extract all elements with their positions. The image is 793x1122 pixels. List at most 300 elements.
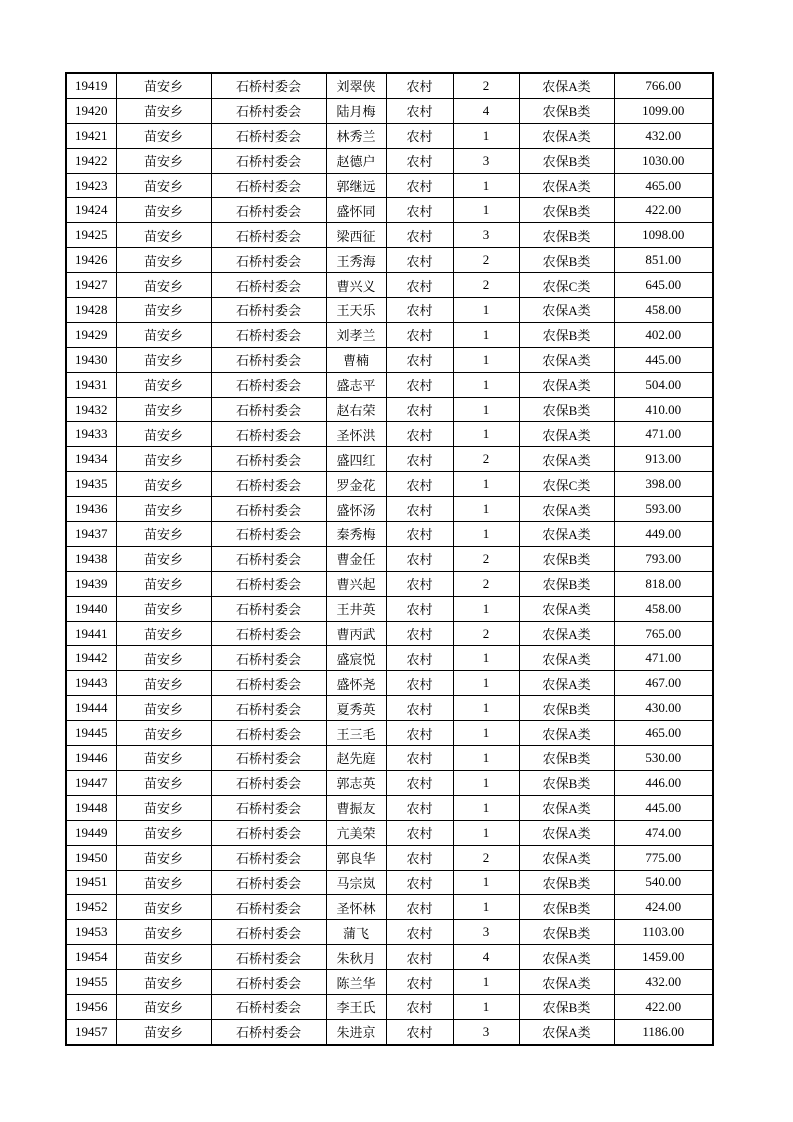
cell-amount: 424.00 bbox=[614, 895, 713, 920]
cell-serial-number: 19431 bbox=[66, 372, 116, 397]
cell-person-count: 1 bbox=[453, 671, 519, 696]
cell-village-committee: 石桥村委会 bbox=[211, 522, 326, 547]
cell-serial-number: 19437 bbox=[66, 522, 116, 547]
cell-person-name: 刘翠侠 bbox=[326, 73, 386, 98]
cell-person-count: 3 bbox=[453, 148, 519, 173]
cell-insurance-category: 农保B类 bbox=[519, 397, 614, 422]
cell-serial-number: 19434 bbox=[66, 447, 116, 472]
cell-residence-type: 农村 bbox=[386, 895, 453, 920]
cell-serial-number: 19440 bbox=[66, 596, 116, 621]
cell-residence-type: 农村 bbox=[386, 795, 453, 820]
cell-township: 苗安乡 bbox=[116, 895, 211, 920]
cell-residence-type: 农村 bbox=[386, 746, 453, 771]
cell-person-count: 4 bbox=[453, 945, 519, 970]
cell-village-committee: 石桥村委会 bbox=[211, 322, 326, 347]
cell-amount: 465.00 bbox=[614, 173, 713, 198]
cell-insurance-category: 农保A类 bbox=[519, 646, 614, 671]
cell-person-name: 王井英 bbox=[326, 596, 386, 621]
cell-village-committee: 石桥村委会 bbox=[211, 497, 326, 522]
cell-person-name: 盛志平 bbox=[326, 372, 386, 397]
cell-serial-number: 19441 bbox=[66, 621, 116, 646]
cell-amount: 458.00 bbox=[614, 596, 713, 621]
cell-person-count: 1 bbox=[453, 472, 519, 497]
cell-serial-number: 19436 bbox=[66, 497, 116, 522]
cell-village-committee: 石桥村委会 bbox=[211, 123, 326, 148]
cell-village-committee: 石桥村委会 bbox=[211, 372, 326, 397]
table-row bbox=[66, 920, 713, 945]
cell-person-name: 曹兴义 bbox=[326, 273, 386, 298]
table-row bbox=[66, 646, 713, 671]
table-row bbox=[66, 746, 713, 771]
cell-serial-number: 19454 bbox=[66, 945, 116, 970]
cell-amount: 398.00 bbox=[614, 472, 713, 497]
cell-township: 苗安乡 bbox=[116, 671, 211, 696]
table-sheet bbox=[65, 72, 714, 1046]
table-row bbox=[66, 696, 713, 721]
cell-residence-type: 农村 bbox=[386, 447, 453, 472]
cell-serial-number: 19427 bbox=[66, 273, 116, 298]
cell-village-committee: 石桥村委会 bbox=[211, 746, 326, 771]
cell-amount: 422.00 bbox=[614, 994, 713, 1019]
table-row bbox=[66, 546, 713, 571]
cell-amount: 471.00 bbox=[614, 422, 713, 447]
cell-serial-number: 19429 bbox=[66, 322, 116, 347]
cell-person-name: 陆月梅 bbox=[326, 98, 386, 123]
cell-township: 苗安乡 bbox=[116, 696, 211, 721]
cell-residence-type: 农村 bbox=[386, 920, 453, 945]
cell-amount: 540.00 bbox=[614, 870, 713, 895]
cell-person-count: 2 bbox=[453, 621, 519, 646]
cell-village-committee: 石桥村委会 bbox=[211, 770, 326, 795]
cell-residence-type: 农村 bbox=[386, 970, 453, 995]
cell-person-name: 王秀海 bbox=[326, 248, 386, 273]
cell-township: 苗安乡 bbox=[116, 546, 211, 571]
cell-township: 苗安乡 bbox=[116, 447, 211, 472]
table-row bbox=[66, 721, 713, 746]
cell-village-committee: 石桥村委会 bbox=[211, 422, 326, 447]
cell-village-committee: 石桥村委会 bbox=[211, 970, 326, 995]
cell-person-count: 1 bbox=[453, 397, 519, 422]
cell-serial-number: 19433 bbox=[66, 422, 116, 447]
cell-person-count: 1 bbox=[453, 994, 519, 1019]
cell-serial-number: 19449 bbox=[66, 820, 116, 845]
cell-amount: 913.00 bbox=[614, 447, 713, 472]
cell-amount: 530.00 bbox=[614, 746, 713, 771]
cell-serial-number: 19439 bbox=[66, 571, 116, 596]
cell-amount: 593.00 bbox=[614, 497, 713, 522]
cell-person-name: 林秀兰 bbox=[326, 123, 386, 148]
cell-village-committee: 石桥村委会 bbox=[211, 73, 326, 98]
cell-amount: 445.00 bbox=[614, 795, 713, 820]
cell-residence-type: 农村 bbox=[386, 870, 453, 895]
cell-person-count: 1 bbox=[453, 770, 519, 795]
cell-residence-type: 农村 bbox=[386, 422, 453, 447]
cell-township: 苗安乡 bbox=[116, 621, 211, 646]
cell-person-count: 1 bbox=[453, 820, 519, 845]
cell-amount: 1098.00 bbox=[614, 223, 713, 248]
cell-village-committee: 石桥村委会 bbox=[211, 148, 326, 173]
table-row bbox=[66, 795, 713, 820]
cell-township: 苗安乡 bbox=[116, 173, 211, 198]
table-row bbox=[66, 173, 713, 198]
cell-insurance-category: 农保A类 bbox=[519, 522, 614, 547]
cell-village-committee: 石桥村委会 bbox=[211, 870, 326, 895]
cell-residence-type: 农村 bbox=[386, 372, 453, 397]
cell-amount: 765.00 bbox=[614, 621, 713, 646]
table-row bbox=[66, 845, 713, 870]
cell-serial-number: 19443 bbox=[66, 671, 116, 696]
cell-person-count: 1 bbox=[453, 870, 519, 895]
cell-residence-type: 农村 bbox=[386, 148, 453, 173]
table-row bbox=[66, 298, 713, 323]
cell-serial-number: 19423 bbox=[66, 173, 116, 198]
cell-residence-type: 农村 bbox=[386, 223, 453, 248]
cell-amount: 1099.00 bbox=[614, 98, 713, 123]
table-row bbox=[66, 596, 713, 621]
cell-insurance-category: 农保A类 bbox=[519, 795, 614, 820]
cell-village-committee: 石桥村委会 bbox=[211, 1019, 326, 1044]
cell-township: 苗安乡 bbox=[116, 248, 211, 273]
cell-amount: 775.00 bbox=[614, 845, 713, 870]
cell-village-committee: 石桥村委会 bbox=[211, 596, 326, 621]
cell-person-name: 梁西征 bbox=[326, 223, 386, 248]
cell-township: 苗安乡 bbox=[116, 870, 211, 895]
cell-township: 苗安乡 bbox=[116, 148, 211, 173]
cell-amount: 458.00 bbox=[614, 298, 713, 323]
cell-village-committee: 石桥村委会 bbox=[211, 646, 326, 671]
cell-serial-number: 19457 bbox=[66, 1019, 116, 1044]
cell-township: 苗安乡 bbox=[116, 970, 211, 995]
table-row bbox=[66, 223, 713, 248]
cell-amount: 467.00 bbox=[614, 671, 713, 696]
cell-person-count: 1 bbox=[453, 596, 519, 621]
table-row bbox=[66, 621, 713, 646]
cell-amount: 504.00 bbox=[614, 372, 713, 397]
cell-township: 苗安乡 bbox=[116, 422, 211, 447]
cell-township: 苗安乡 bbox=[116, 820, 211, 845]
cell-residence-type: 农村 bbox=[386, 721, 453, 746]
cell-insurance-category: 农保B类 bbox=[519, 198, 614, 223]
cell-insurance-category: 农保B类 bbox=[519, 571, 614, 596]
cell-township: 苗安乡 bbox=[116, 1019, 211, 1044]
cell-amount: 410.00 bbox=[614, 397, 713, 422]
cell-person-name: 朱进京 bbox=[326, 1019, 386, 1044]
cell-amount: 445.00 bbox=[614, 347, 713, 372]
cell-amount: 1030.00 bbox=[614, 148, 713, 173]
cell-amount: 1186.00 bbox=[614, 1019, 713, 1044]
cell-serial-number: 19446 bbox=[66, 746, 116, 771]
cell-person-count: 1 bbox=[453, 795, 519, 820]
cell-village-committee: 石桥村委会 bbox=[211, 298, 326, 323]
cell-person-name: 盛四红 bbox=[326, 447, 386, 472]
cell-township: 苗安乡 bbox=[116, 298, 211, 323]
cell-township: 苗安乡 bbox=[116, 372, 211, 397]
cell-person-name: 蒲飞 bbox=[326, 920, 386, 945]
cell-insurance-category: 农保A类 bbox=[519, 820, 614, 845]
cell-residence-type: 农村 bbox=[386, 571, 453, 596]
cell-person-name: 曹金任 bbox=[326, 546, 386, 571]
cell-village-committee: 石桥村委会 bbox=[211, 472, 326, 497]
cell-amount: 402.00 bbox=[614, 322, 713, 347]
cell-person-count: 1 bbox=[453, 322, 519, 347]
cell-village-committee: 石桥村委会 bbox=[211, 845, 326, 870]
cell-amount: 793.00 bbox=[614, 546, 713, 571]
table-row bbox=[66, 273, 713, 298]
cell-person-count: 1 bbox=[453, 970, 519, 995]
cell-township: 苗安乡 bbox=[116, 98, 211, 123]
cell-insurance-category: 农保A类 bbox=[519, 497, 614, 522]
cell-person-count: 2 bbox=[453, 447, 519, 472]
table-row bbox=[66, 945, 713, 970]
cell-person-name: 盛怀汤 bbox=[326, 497, 386, 522]
cell-residence-type: 农村 bbox=[386, 397, 453, 422]
cell-residence-type: 农村 bbox=[386, 522, 453, 547]
cell-residence-type: 农村 bbox=[386, 298, 453, 323]
cell-amount: 1459.00 bbox=[614, 945, 713, 970]
cell-residence-type: 农村 bbox=[386, 248, 453, 273]
cell-township: 苗安乡 bbox=[116, 198, 211, 223]
cell-person-count: 1 bbox=[453, 746, 519, 771]
cell-insurance-category: 农保A类 bbox=[519, 123, 614, 148]
table-row bbox=[66, 447, 713, 472]
cell-insurance-category: 农保B类 bbox=[519, 696, 614, 721]
cell-serial-number: 19419 bbox=[66, 73, 116, 98]
cell-person-count: 2 bbox=[453, 571, 519, 596]
cell-residence-type: 农村 bbox=[386, 696, 453, 721]
cell-township: 苗安乡 bbox=[116, 845, 211, 870]
cell-person-count: 1 bbox=[453, 173, 519, 198]
cell-serial-number: 19420 bbox=[66, 98, 116, 123]
cell-serial-number: 19447 bbox=[66, 770, 116, 795]
cell-person-count: 1 bbox=[453, 298, 519, 323]
cell-person-name: 王三毛 bbox=[326, 721, 386, 746]
cell-person-name: 王天乐 bbox=[326, 298, 386, 323]
cell-village-committee: 石桥村委会 bbox=[211, 397, 326, 422]
cell-village-committee: 石桥村委会 bbox=[211, 546, 326, 571]
cell-person-name: 盛怀尧 bbox=[326, 671, 386, 696]
cell-village-committee: 石桥村委会 bbox=[211, 248, 326, 273]
cell-township: 苗安乡 bbox=[116, 223, 211, 248]
cell-village-committee: 石桥村委会 bbox=[211, 721, 326, 746]
table-row bbox=[66, 472, 713, 497]
cell-township: 苗安乡 bbox=[116, 920, 211, 945]
cell-insurance-category: 农保A类 bbox=[519, 596, 614, 621]
table-row bbox=[66, 870, 713, 895]
cell-township: 苗安乡 bbox=[116, 596, 211, 621]
table-row bbox=[66, 994, 713, 1019]
cell-person-count: 1 bbox=[453, 497, 519, 522]
cell-insurance-category: 农保A类 bbox=[519, 173, 614, 198]
cell-township: 苗安乡 bbox=[116, 397, 211, 422]
cell-insurance-category: 农保B类 bbox=[519, 546, 614, 571]
cell-serial-number: 19435 bbox=[66, 472, 116, 497]
cell-village-committee: 石桥村委会 bbox=[211, 945, 326, 970]
table-row bbox=[66, 671, 713, 696]
cell-insurance-category: 农保B类 bbox=[519, 322, 614, 347]
cell-person-name: 盛宸悦 bbox=[326, 646, 386, 671]
cell-insurance-category: 农保B类 bbox=[519, 920, 614, 945]
table-row bbox=[66, 98, 713, 123]
cell-person-count: 4 bbox=[453, 98, 519, 123]
table-body bbox=[66, 73, 713, 1045]
cell-serial-number: 19453 bbox=[66, 920, 116, 945]
cell-serial-number: 19442 bbox=[66, 646, 116, 671]
cell-residence-type: 农村 bbox=[386, 770, 453, 795]
cell-township: 苗安乡 bbox=[116, 721, 211, 746]
table-row bbox=[66, 248, 713, 273]
cell-person-count: 2 bbox=[453, 73, 519, 98]
cell-person-name: 赵德户 bbox=[326, 148, 386, 173]
cell-person-name: 赵右荣 bbox=[326, 397, 386, 422]
cell-residence-type: 农村 bbox=[386, 198, 453, 223]
cell-residence-type: 农村 bbox=[386, 671, 453, 696]
cell-amount: 645.00 bbox=[614, 273, 713, 298]
cell-insurance-category: 农保A类 bbox=[519, 970, 614, 995]
cell-village-committee: 石桥村委会 bbox=[211, 347, 326, 372]
cell-person-count: 2 bbox=[453, 273, 519, 298]
cell-residence-type: 农村 bbox=[386, 123, 453, 148]
cell-residence-type: 农村 bbox=[386, 945, 453, 970]
cell-township: 苗安乡 bbox=[116, 571, 211, 596]
cell-residence-type: 农村 bbox=[386, 1019, 453, 1044]
cell-insurance-category: 农保A类 bbox=[519, 845, 614, 870]
cell-amount: 851.00 bbox=[614, 248, 713, 273]
cell-person-name: 曹振友 bbox=[326, 795, 386, 820]
cell-person-count: 2 bbox=[453, 546, 519, 571]
cell-village-committee: 石桥村委会 bbox=[211, 696, 326, 721]
cell-insurance-category: 农保C类 bbox=[519, 472, 614, 497]
cell-person-count: 1 bbox=[453, 123, 519, 148]
cell-insurance-category: 农保B类 bbox=[519, 98, 614, 123]
cell-township: 苗安乡 bbox=[116, 472, 211, 497]
cell-person-name: 夏秀英 bbox=[326, 696, 386, 721]
table-row bbox=[66, 198, 713, 223]
cell-residence-type: 农村 bbox=[386, 173, 453, 198]
cell-residence-type: 农村 bbox=[386, 73, 453, 98]
cell-township: 苗安乡 bbox=[116, 795, 211, 820]
cell-village-committee: 石桥村委会 bbox=[211, 447, 326, 472]
cell-person-count: 1 bbox=[453, 895, 519, 920]
cell-residence-type: 农村 bbox=[386, 994, 453, 1019]
table-row bbox=[66, 148, 713, 173]
cell-serial-number: 19422 bbox=[66, 148, 116, 173]
table-row bbox=[66, 397, 713, 422]
cell-person-count: 1 bbox=[453, 422, 519, 447]
cell-serial-number: 19456 bbox=[66, 994, 116, 1019]
cell-village-committee: 石桥村委会 bbox=[211, 795, 326, 820]
table-row bbox=[66, 970, 713, 995]
cell-residence-type: 农村 bbox=[386, 596, 453, 621]
cell-township: 苗安乡 bbox=[116, 646, 211, 671]
insurance-roster-table bbox=[65, 72, 714, 1046]
cell-village-committee: 石桥村委会 bbox=[211, 571, 326, 596]
cell-person-name: 朱秋月 bbox=[326, 945, 386, 970]
cell-insurance-category: 农保B类 bbox=[519, 994, 614, 1019]
cell-township: 苗安乡 bbox=[116, 945, 211, 970]
cell-township: 苗安乡 bbox=[116, 497, 211, 522]
cell-amount: 1103.00 bbox=[614, 920, 713, 945]
table-row bbox=[66, 347, 713, 372]
cell-person-name: 马宗岚 bbox=[326, 870, 386, 895]
cell-serial-number: 19450 bbox=[66, 845, 116, 870]
cell-residence-type: 农村 bbox=[386, 621, 453, 646]
cell-person-name: 陈兰华 bbox=[326, 970, 386, 995]
table-row bbox=[66, 372, 713, 397]
cell-township: 苗安乡 bbox=[116, 994, 211, 1019]
cell-insurance-category: 农保A类 bbox=[519, 671, 614, 696]
table-row bbox=[66, 322, 713, 347]
cell-insurance-category: 农保B类 bbox=[519, 770, 614, 795]
cell-person-count: 1 bbox=[453, 372, 519, 397]
cell-person-count: 3 bbox=[453, 920, 519, 945]
cell-village-committee: 石桥村委会 bbox=[211, 820, 326, 845]
cell-person-count: 1 bbox=[453, 721, 519, 746]
cell-person-name: 圣怀洪 bbox=[326, 422, 386, 447]
cell-amount: 430.00 bbox=[614, 696, 713, 721]
cell-person-name: 亢美荣 bbox=[326, 820, 386, 845]
cell-amount: 465.00 bbox=[614, 721, 713, 746]
cell-insurance-category: 农保A类 bbox=[519, 621, 614, 646]
cell-person-count: 3 bbox=[453, 223, 519, 248]
cell-insurance-category: 农保B类 bbox=[519, 870, 614, 895]
cell-serial-number: 19432 bbox=[66, 397, 116, 422]
cell-person-name: 郭继远 bbox=[326, 173, 386, 198]
cell-person-name: 盛怀同 bbox=[326, 198, 386, 223]
cell-township: 苗安乡 bbox=[116, 770, 211, 795]
cell-person-name: 圣怀林 bbox=[326, 895, 386, 920]
cell-person-count: 1 bbox=[453, 646, 519, 671]
cell-village-committee: 石桥村委会 bbox=[211, 994, 326, 1019]
cell-serial-number: 19424 bbox=[66, 198, 116, 223]
cell-residence-type: 农村 bbox=[386, 322, 453, 347]
cell-residence-type: 农村 bbox=[386, 820, 453, 845]
cell-person-name: 罗金花 bbox=[326, 472, 386, 497]
cell-village-committee: 石桥村委会 bbox=[211, 223, 326, 248]
cell-serial-number: 19425 bbox=[66, 223, 116, 248]
cell-village-committee: 石桥村委会 bbox=[211, 198, 326, 223]
cell-village-committee: 石桥村委会 bbox=[211, 895, 326, 920]
cell-amount: 446.00 bbox=[614, 770, 713, 795]
cell-residence-type: 农村 bbox=[386, 546, 453, 571]
cell-amount: 422.00 bbox=[614, 198, 713, 223]
cell-serial-number: 19430 bbox=[66, 347, 116, 372]
cell-serial-number: 19445 bbox=[66, 721, 116, 746]
cell-person-name: 曹楠 bbox=[326, 347, 386, 372]
cell-village-committee: 石桥村委会 bbox=[211, 671, 326, 696]
cell-township: 苗安乡 bbox=[116, 273, 211, 298]
cell-person-count: 1 bbox=[453, 347, 519, 372]
cell-residence-type: 农村 bbox=[386, 845, 453, 870]
cell-person-name: 秦秀梅 bbox=[326, 522, 386, 547]
cell-serial-number: 19428 bbox=[66, 298, 116, 323]
cell-person-name: 郭志英 bbox=[326, 770, 386, 795]
cell-amount: 474.00 bbox=[614, 820, 713, 845]
table-row bbox=[66, 1019, 713, 1044]
cell-residence-type: 农村 bbox=[386, 497, 453, 522]
cell-insurance-category: 农保A类 bbox=[519, 73, 614, 98]
cell-serial-number: 19451 bbox=[66, 870, 116, 895]
cell-village-committee: 石桥村委会 bbox=[211, 98, 326, 123]
cell-township: 苗安乡 bbox=[116, 347, 211, 372]
cell-insurance-category: 农保B类 bbox=[519, 746, 614, 771]
cell-serial-number: 19426 bbox=[66, 248, 116, 273]
cell-village-committee: 石桥村委会 bbox=[211, 173, 326, 198]
cell-residence-type: 农村 bbox=[386, 273, 453, 298]
cell-person-name: 赵先庭 bbox=[326, 746, 386, 771]
cell-insurance-category: 农保B类 bbox=[519, 148, 614, 173]
cell-insurance-category: 农保A类 bbox=[519, 1019, 614, 1044]
cell-amount: 432.00 bbox=[614, 970, 713, 995]
